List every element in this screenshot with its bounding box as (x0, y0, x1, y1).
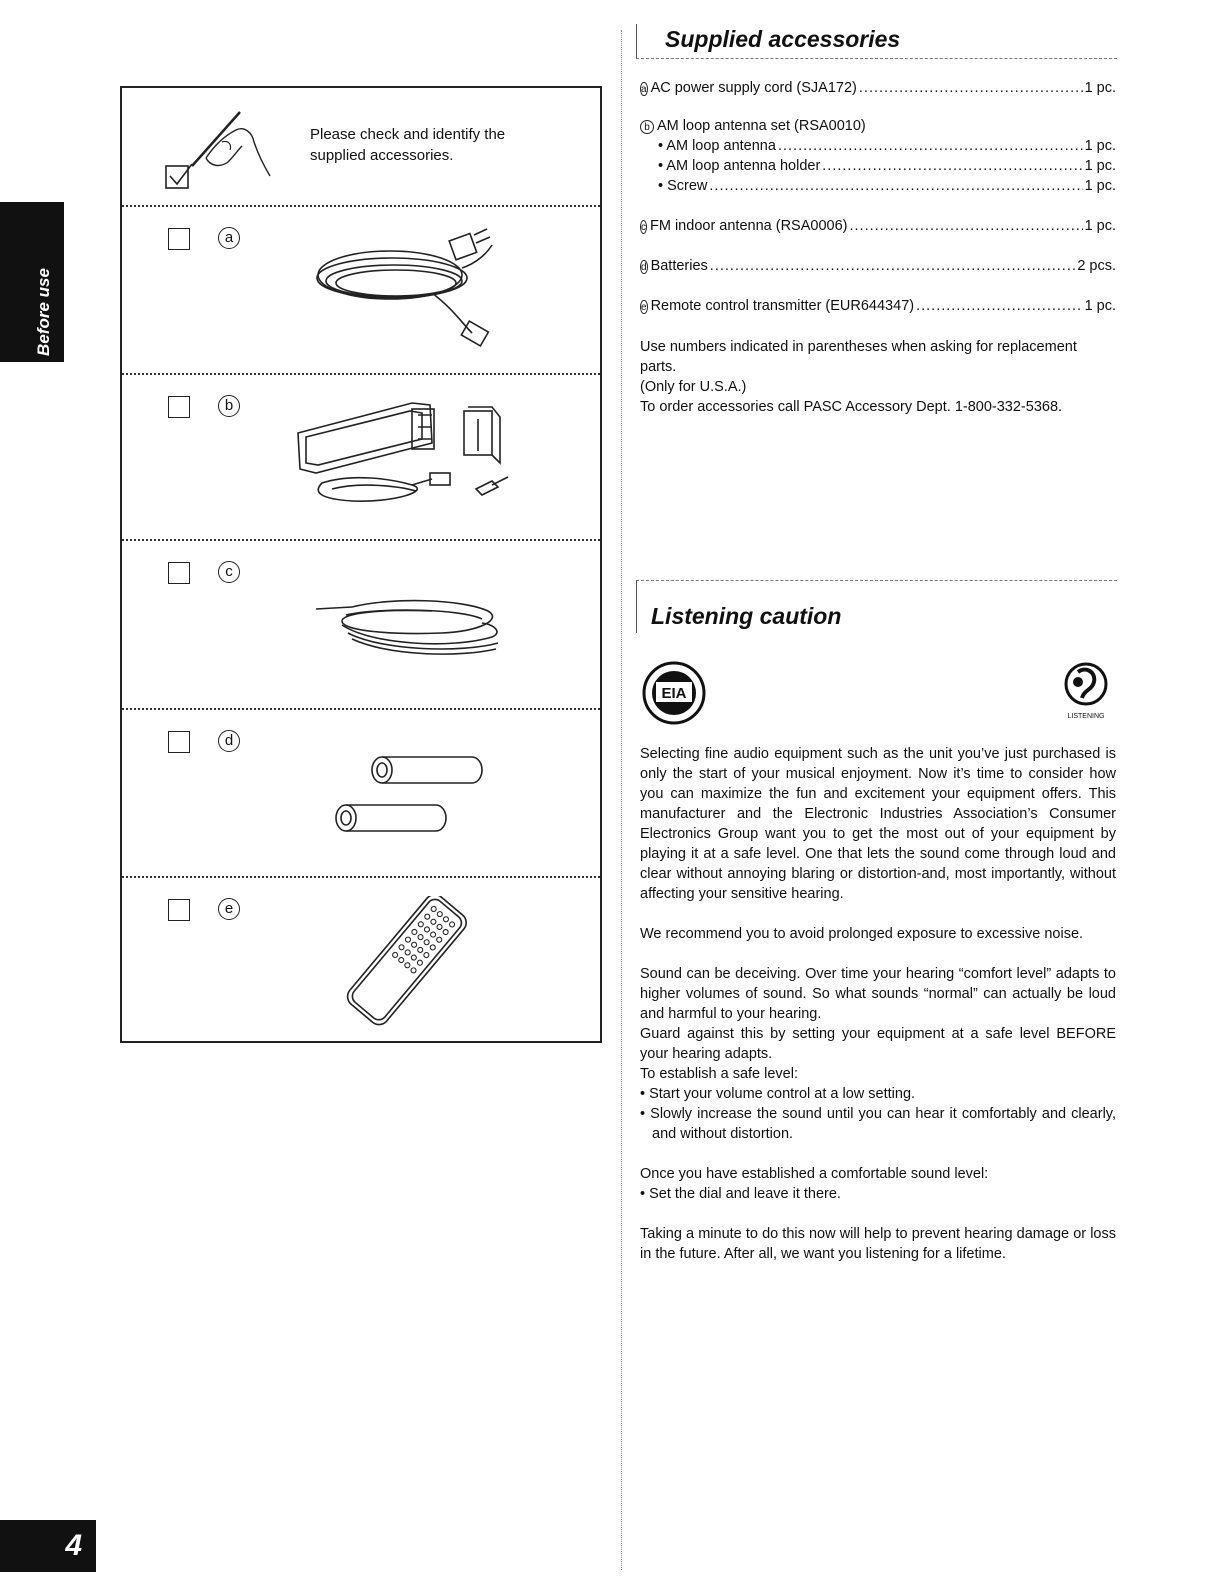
accessory-line-b: b AM loop antenna set (RSA0010) (640, 118, 1116, 134)
ac-power-cord-illustration (302, 223, 512, 353)
item-letter-a: a (218, 227, 240, 249)
divider (122, 708, 600, 710)
supplied-accessories-header (636, 24, 1117, 59)
accessory-notes (640, 337, 1116, 417)
accessory-line-d: d Batteries ..... 2 pcs. (640, 258, 1116, 274)
checkbox-c[interactable] (168, 562, 190, 584)
caution-bullet-1: • Start your volume control at a low setting. (640, 1086, 916, 1102)
listening-logo-text: LISTENING (1067, 713, 1105, 720)
caution-paragraph-4: Once you have established a comfortable sound level: (640, 1166, 989, 1182)
page-number: 4 (0, 1520, 96, 1572)
caution-paragraph-2: We recommend you to avoid prolonged exposure to excessive noise. (640, 926, 1084, 942)
usa-note: (Only for U.S.A.) (640, 379, 747, 395)
item-letter-e: e (218, 898, 240, 920)
accessory-line-b1: • AM loop antenna ..... 1 pc. (658, 138, 1116, 154)
letter-badge-c: c (641, 222, 646, 233)
accessory-line-a: a AC power supply cord (SJA172) ..... 1 pc. (640, 80, 1116, 96)
replacement-note: Use numbers indicated in parentheses when asking for replacement parts. (640, 339, 1077, 375)
fm-antenna-illustration (312, 593, 512, 663)
caution-bullet-3: • Set the dial and leave it there. (640, 1186, 841, 1202)
caution-paragraph-3c: To establish a safe level: (640, 1066, 798, 1082)
letter-badge-d: d (641, 262, 647, 273)
letter-badge-e: e (641, 302, 647, 313)
caution-paragraph-1: Selecting fine audio equipment such as the unit you’ve just purchased is only the start of your musical enjoyment. Now it’s time to consider how you can maximize the fun and excitement your equipment offers. This manufacturer and the Electronic Industries Association’s Consumer Electronics Group want you to get the most out of your equipment by playing it at a safe level. One that lets the sound come through loud and clear without annoying blaring or distortion-and, most importantly, without affecting your sensitive hearing. (640, 746, 1116, 902)
checking-hand-icon (162, 106, 282, 192)
item-letter-d: d (218, 730, 240, 752)
checkbox-e[interactable] (168, 899, 190, 921)
listening-logo-icon (1056, 660, 1120, 722)
caution-paragraph-5: Taking a minute to do this now will help to prevent hearing damage or loss in the future. After all, we want you listening for a lifetime. (640, 1226, 1116, 1262)
eia-logo-text: EIA (661, 685, 687, 702)
checkbox-d[interactable] (168, 731, 190, 753)
accessory-line-e: e Remote control transmitter (EUR644347) ..... 1 pc. (640, 298, 1116, 314)
checkbox-b[interactable] (168, 396, 190, 418)
section-tab-label-box (24, 262, 64, 362)
listening-caution-header (636, 580, 1117, 633)
am-loop-antenna-illustration (292, 393, 532, 523)
divider (122, 373, 600, 375)
accessory-line-c: c FM indoor antenna (RSA0006) ..... 1 pc. (640, 218, 1116, 234)
divider (122, 539, 600, 541)
checkbox-a[interactable] (168, 228, 190, 250)
accessory-checklist-box (120, 86, 602, 1043)
batteries-illustration (332, 753, 492, 853)
section-tab-label: Before use (34, 268, 53, 356)
item-letter-c: c (218, 561, 240, 583)
letter-badge-b: b (640, 120, 654, 134)
caution-paragraph-3b: Guard against this by setting your equipment at a safe level BEFORE your hearing adapts. (640, 1026, 1116, 1062)
accessory-line-b2: • AM loop antenna holder ..... 1 pc. (658, 158, 1116, 174)
listening-caution-body (640, 744, 1116, 1264)
item-letter-b: b (218, 395, 240, 417)
letter-badge-a: a (641, 84, 647, 95)
column-divider (621, 30, 622, 1570)
remote-control-illustration (342, 896, 472, 1026)
divider (122, 876, 600, 878)
supplied-accessories-title: Supplied accessories (665, 26, 901, 52)
caution-bullet-2: • Slowly increase the sound until you can hear it comfortably and clearly, and without distortion. (640, 1106, 1116, 1142)
divider (122, 205, 600, 207)
eia-logo-icon (640, 660, 710, 726)
order-note: To order accessories call PASC Accessory Dept. 1-800-332-5368. (640, 399, 1063, 415)
accessory-line-b3: • Screw ..... 1 pc. (658, 178, 1116, 194)
caution-paragraph-3: Sound can be deceiving. Over time your hearing “comfort level” adapts to higher volumes of sound. So what sounds “normal” can actually be loud and harmful to your hearing. (640, 966, 1116, 1022)
intro-text: Please check and identify the supplied accessories. (310, 126, 506, 164)
listening-caution-title: Listening caution (651, 603, 842, 629)
